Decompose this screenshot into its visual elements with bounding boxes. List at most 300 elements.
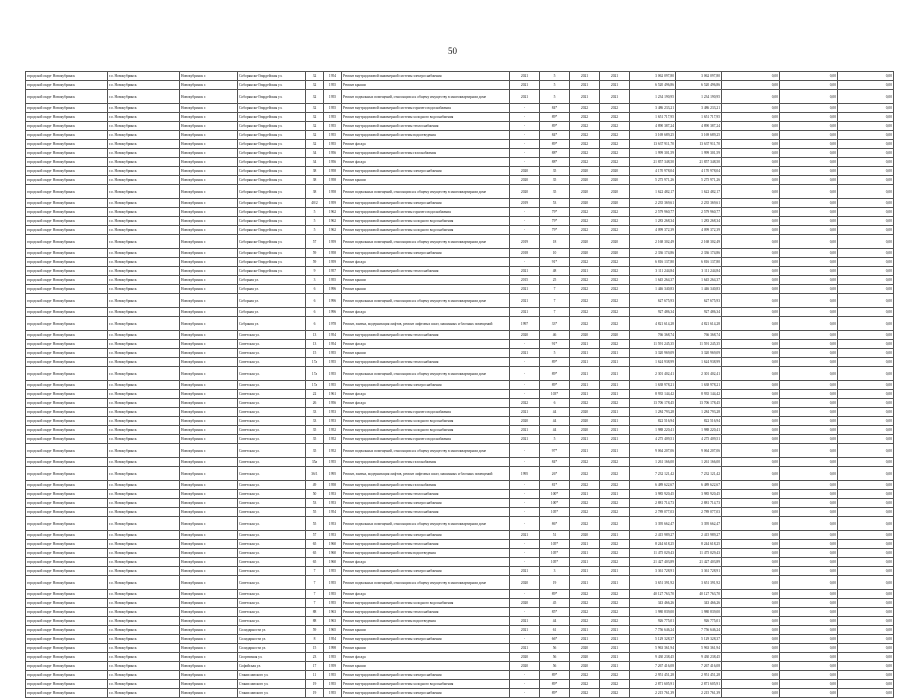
table-row	[26, 662, 894, 671]
table-cell: 2022	[600, 317, 630, 331]
table-cell: 2022	[600, 226, 630, 235]
table-row	[26, 235, 894, 249]
table-cell: 88	[306, 608, 324, 617]
table-cell: 926 775,01	[630, 617, 676, 626]
table-cell: 2022	[570, 458, 600, 467]
table-cell: -	[510, 390, 540, 399]
table-cell: 65	[306, 549, 324, 558]
table-cell: городской округ Новокубринск	[26, 458, 108, 467]
table-row	[26, 226, 894, 235]
table-cell: Новокубринск г.	[180, 317, 238, 331]
table-cell: Советская ул.	[238, 340, 306, 349]
table-cell: 2020	[570, 331, 600, 340]
table-cell: 0,00	[780, 276, 838, 285]
table-cell: Ремонт внутридомовой инженерной системы газоснабжения	[342, 458, 510, 467]
table-cell: 1953	[324, 408, 342, 417]
table-cell: Соборянско-Гвардейская ул.	[238, 208, 306, 217]
table-cell: 2022	[570, 226, 600, 235]
table-cell: 5 963 361,94	[630, 644, 676, 653]
table-cell: 2020	[510, 185, 540, 199]
table-row	[26, 217, 894, 226]
table-cell: городской округ Новокубринск	[26, 199, 108, 208]
table-cell: 9 430 238,45	[676, 653, 722, 662]
table-cell: 3	[306, 276, 324, 285]
table-cell: 59	[306, 249, 324, 258]
table-cell: 32	[306, 140, 324, 149]
table-cell: 79*	[540, 226, 570, 235]
table-cell: 0,00	[780, 104, 838, 113]
table-cell: 0,00	[838, 158, 894, 167]
table-cell: 0,00	[780, 626, 838, 635]
table-cell: 1957	[324, 267, 342, 276]
table-cell: 89*	[540, 358, 570, 367]
table-cell: г.о. Новокубринск	[108, 331, 180, 340]
table-cell: 0,00	[722, 381, 780, 390]
table-cell: Новокубринск г.	[180, 249, 238, 258]
table-cell: Ремонт внутридомовой инженерной системы теплоснабжения	[342, 540, 510, 549]
table-cell: 1953	[324, 499, 342, 508]
table-cell: Соборянско-Гвардейская ул.	[238, 90, 306, 104]
table-cell: 0,00	[838, 340, 894, 349]
table-cell: 2 235 369,61	[676, 199, 722, 208]
table-cell: г.о. Новокубринск	[108, 208, 180, 217]
table-cell: Ремонт внутридомовой инженерной системы электроснабжения	[342, 167, 510, 176]
table-row	[26, 294, 894, 308]
table-cell: -	[510, 258, 540, 267]
table-cell: г.о. Новокубринск	[108, 167, 180, 176]
table-row	[26, 689, 894, 698]
table-cell: 0,00	[838, 276, 894, 285]
table-cell: 0,00	[722, 140, 780, 149]
table-cell: 10	[540, 249, 570, 258]
table-cell: 4 821 614,28	[630, 317, 676, 331]
table-cell: Ремонт крыши	[342, 285, 510, 294]
table-cell: 2021	[570, 267, 600, 276]
table-cell: 2021	[570, 81, 600, 90]
table-cell: 2021	[600, 417, 630, 426]
table-cell: 11	[306, 671, 324, 680]
table-row	[26, 249, 894, 258]
table-cell: 88*	[540, 158, 570, 167]
table-cell: 1954	[324, 340, 342, 349]
table-cell: 2022	[600, 540, 630, 549]
table-cell: 2022	[600, 217, 630, 226]
table-cell: Соборянско-Гвардейская ул.	[238, 226, 306, 235]
table-cell: 0,00	[780, 426, 838, 435]
table-cell: Новокубринск г.	[180, 558, 238, 567]
table-cell: 89*	[540, 671, 570, 680]
table-cell: 81*	[540, 481, 570, 490]
table-cell: Советская ул.	[238, 390, 306, 399]
table-cell: 2021	[570, 490, 600, 499]
table-row	[26, 680, 894, 689]
table-cell: 0,00	[722, 340, 780, 349]
table-cell: Соборная ул.	[238, 285, 306, 294]
table-cell: 2021	[510, 72, 540, 81]
table-cell: Ремонт внутридомовой инженерной системы электроснабжения	[342, 199, 510, 208]
table-cell: городской округ Новокубринск	[26, 490, 108, 499]
table-cell: 7 267 416,08	[630, 662, 676, 671]
table-cell: Ремонт внутридомовой инженерной системы горячего водоснабжения	[342, 408, 510, 417]
table-cell: 32	[306, 131, 324, 140]
table-cell: 1 283 268,34	[676, 217, 722, 226]
table-cell: 1996	[324, 308, 342, 317]
table-cell: 2022	[600, 208, 630, 217]
table-cell: 2021	[570, 349, 600, 358]
table-cell: 0,00	[722, 508, 780, 517]
table-cell: 0,00	[838, 258, 894, 267]
table-cell: городской округ Новокубринск	[26, 317, 108, 331]
table-cell: 0,00	[780, 167, 838, 176]
table-cell: Ремонт внутридомовой инженерной системы холодного водоснабжения	[342, 426, 510, 435]
table-cell: 0,00	[780, 408, 838, 417]
table-cell: 0,00	[838, 576, 894, 590]
table-cell: Советская ул.	[238, 381, 306, 390]
table-cell: Ремонт внутридомовой инженерной системы горячего водоснабжения	[342, 104, 510, 113]
table-cell: 1955	[324, 599, 342, 608]
table-cell: 1955	[324, 140, 342, 149]
table-cell: -	[510, 381, 540, 390]
table-cell: 44	[540, 617, 570, 626]
table-cell: 0,00	[838, 308, 894, 317]
table-cell: 2022	[600, 276, 630, 285]
table-cell: 0,00	[780, 508, 838, 517]
table-cell: Солидарности ул.	[238, 644, 306, 653]
table-cell: г.о. Новокубринск	[108, 367, 180, 381]
table-cell: Ремонт внутридомовой инженерной системы электроснабжения	[342, 689, 510, 698]
table-cell: 0,00	[780, 176, 838, 185]
table-cell: г.о. Новокубринск	[108, 635, 180, 644]
table-cell: 86*	[540, 517, 570, 531]
table-cell: 2 336 174,86	[676, 249, 722, 258]
table-cell: 4 099 372,39	[676, 226, 722, 235]
table-cell: Советская ул.	[238, 331, 306, 340]
table-cell: г.о. Новокубринск	[108, 276, 180, 285]
table-cell: 5	[540, 90, 570, 104]
table-cell: 21 857 348,50	[630, 158, 676, 167]
table-cell: 1955	[324, 367, 342, 381]
table-cell: г.о. Новокубринск	[108, 458, 180, 467]
table-cell: 32	[306, 113, 324, 122]
table-cell: 56	[540, 653, 570, 662]
table-cell: 0,00	[780, 367, 838, 381]
table-cell: 2022	[600, 140, 630, 149]
table-cell: Соборянско-Гвардейская ул.	[238, 258, 306, 267]
table-cell: 2 215 761,39	[676, 689, 722, 698]
table-cell: 2022	[570, 671, 600, 680]
table-cell: 0,00	[722, 358, 780, 367]
table-cell: 2021	[600, 567, 630, 576]
table-cell: 35	[540, 176, 570, 185]
table-cell: 2022	[600, 689, 630, 698]
table-cell: 1960	[324, 540, 342, 549]
table-cell: 57	[306, 531, 324, 540]
table-cell: 1952	[324, 444, 342, 458]
table-cell: Ремонт фасада	[342, 653, 510, 662]
table-cell: г.о. Новокубринск	[108, 481, 180, 490]
table-cell: 21 427 403,89	[676, 558, 722, 567]
table-cell: Советская ул.	[238, 458, 306, 467]
table-row	[26, 90, 894, 104]
table-cell: городской округ Новокубринск	[26, 258, 108, 267]
table-cell: 1963	[324, 617, 342, 626]
table-cell: 40 127 763,70	[676, 590, 722, 599]
table-cell: 0,00	[780, 349, 838, 358]
table-cell: Новокубринск г.	[180, 167, 238, 176]
table-cell: 7	[540, 285, 570, 294]
table-cell: 1 651 717,95	[630, 113, 676, 122]
table-cell: 1 645 264,37	[676, 276, 722, 285]
table-cell: 34	[306, 149, 324, 158]
table-cell: городской округ Новокубринск	[26, 644, 108, 653]
table-cell: Ремонт подвальных помещений, относящихся к общему имуществу в многоквартирном доме	[342, 367, 510, 381]
table-cell: 3 651 391,92	[676, 576, 722, 590]
table-row	[26, 176, 894, 185]
table-cell: городской округ Новокубринск	[26, 176, 108, 185]
table-cell: 2021	[510, 617, 540, 626]
table-cell: г.о. Новокубринск	[108, 671, 180, 680]
table-cell: 2 881 714,73	[630, 499, 676, 508]
table-cell: 0,00	[838, 208, 894, 217]
table-cell: 2021	[510, 81, 540, 90]
table-cell: 0,00	[722, 599, 780, 608]
table-row	[26, 576, 894, 590]
table-cell: -	[510, 113, 540, 122]
table-cell: 13	[306, 331, 324, 340]
table-cell: 88*	[540, 149, 570, 158]
table-cell: городской округ Новокубринск	[26, 81, 108, 90]
table-cell: -	[510, 680, 540, 689]
table-cell: Советская ул.	[238, 490, 306, 499]
table-cell: 2022	[570, 617, 600, 626]
table-cell: 11 475 029,43	[676, 549, 722, 558]
table-cell: 0,00	[722, 249, 780, 258]
table-cell: 2 336 174,86	[630, 249, 676, 258]
table-cell: 0,00	[780, 540, 838, 549]
table-cell: 1960	[324, 558, 342, 567]
table-cell: городской округ Новокубринск	[26, 276, 108, 285]
table-cell: 1 234 190,95	[676, 90, 722, 104]
table-cell: городской округ Новокубринск	[26, 349, 108, 358]
table-cell: 0,00	[722, 490, 780, 499]
table-cell: 2 415 989,27	[630, 531, 676, 540]
table-cell: 0,00	[780, 131, 838, 140]
table-cell: г.о. Новокубринск	[108, 517, 180, 531]
table-cell: 1955	[324, 349, 342, 358]
table-cell: Новокубринск г.	[180, 490, 238, 499]
table-cell: 100*	[540, 490, 570, 499]
table-cell: 2 789 077,03	[676, 508, 722, 517]
table-cell: Новокубринск г.	[180, 226, 238, 235]
table-cell: 2021	[600, 490, 630, 499]
table-cell: Новокубринск г.	[180, 217, 238, 226]
table-cell: 1959	[324, 662, 342, 671]
table-cell: Ремонт внутридомовой инженерной системы водоотведения	[342, 617, 510, 626]
table-cell: 2021	[600, 390, 630, 399]
table-cell: 1955	[324, 113, 342, 122]
table-cell: 65	[306, 540, 324, 549]
table-cell: 2020	[570, 644, 600, 653]
table-cell: Новокубринск г.	[180, 294, 238, 308]
table-cell: 3 062 097,80	[630, 72, 676, 81]
table-row	[26, 113, 894, 122]
table-cell: 4 890 387,24	[676, 122, 722, 131]
table-cell: 6 489 622,67	[630, 481, 676, 490]
table-cell: 2021	[570, 558, 600, 567]
table-cell: Ремонт внутридомовой инженерной системы электроснабжения	[342, 249, 510, 258]
table-cell: 48	[540, 267, 570, 276]
table-row	[26, 517, 894, 531]
table-cell: 2021	[600, 426, 630, 435]
table-cell: Ремонт внутридомовой инженерной системы электроснабжения	[342, 499, 510, 508]
table-cell: 2022	[570, 481, 600, 490]
table-cell: Новокубринск г.	[180, 81, 238, 90]
table-cell: г.о. Новокубринск	[108, 217, 180, 226]
table-cell: 1959	[324, 235, 342, 249]
table-cell: 0,00	[722, 671, 780, 680]
table-cell: Советская ул.	[238, 576, 306, 590]
table-cell: 49	[306, 481, 324, 490]
table-cell: Новокубринск г.	[180, 481, 238, 490]
table-cell: 17а	[306, 367, 324, 381]
table-cell: городской округ Новокубринск	[26, 689, 108, 698]
table-cell: Советская ул.	[238, 481, 306, 490]
table-cell: 0,00	[780, 435, 838, 444]
table-cell: г.о. Новокубринск	[108, 390, 180, 399]
table-cell: 17а	[306, 381, 324, 390]
table-cell: г.о. Новокубринск	[108, 490, 180, 499]
table-row	[26, 481, 894, 490]
table-cell: 0,00	[780, 267, 838, 276]
table-cell: 15	[306, 644, 324, 653]
table-cell: городской округ Новокубринск	[26, 671, 108, 680]
table-cell: 1995	[324, 467, 342, 481]
table-cell: 2 168 302,49	[676, 235, 722, 249]
table-cell: 26*	[540, 467, 570, 481]
table-row	[26, 308, 894, 317]
table-cell: 2021	[570, 72, 600, 81]
table-cell: 1 645 264,37	[630, 276, 676, 285]
table-cell: Новокубринск г.	[180, 399, 238, 408]
table-cell: г.о. Новокубринск	[108, 122, 180, 131]
table-cell: 0,00	[722, 285, 780, 294]
table-cell: 1965	[324, 626, 342, 635]
table-cell: 1 624 938,99	[676, 358, 722, 367]
table-row	[26, 644, 894, 653]
table-cell: 2020	[600, 249, 630, 258]
table-cell: 2021	[600, 626, 630, 635]
table-cell: г.о. Новокубринск	[108, 358, 180, 367]
table-cell: городской округ Новокубринск	[26, 662, 108, 671]
table-cell: Ремонт внутридомовой инженерной системы водоотведения	[342, 131, 510, 140]
table-cell: 2 789 077,03	[630, 508, 676, 517]
table-cell: 0,00	[722, 199, 780, 208]
table-cell: 0,00	[838, 467, 894, 481]
table-cell: 2 301 402,41	[630, 367, 676, 381]
table-cell: 0,00	[780, 444, 838, 458]
table-cell: 0,00	[780, 467, 838, 481]
table-cell: 89*	[540, 367, 570, 381]
table-cell: 1956	[324, 399, 342, 408]
table-cell: 2 951 451,28	[630, 671, 676, 680]
table-cell: 7	[540, 308, 570, 317]
table-cell: 0,00	[722, 549, 780, 558]
table-cell: Ремонт, замена, модернизация лифтов, ремонт лифтовых шахт, машинных и блочных помещений	[342, 317, 510, 331]
table-cell: 1955	[324, 671, 342, 680]
table-cell: 2022	[570, 276, 600, 285]
table-cell: 0,00	[780, 635, 838, 644]
table-cell: Новокубринск г.	[180, 131, 238, 140]
table-cell: Советская ул.	[238, 567, 306, 576]
table-cell: 6 520 496,86	[676, 81, 722, 90]
table-cell: 100*	[540, 499, 570, 508]
table-cell: Ремонт фасада	[342, 140, 510, 149]
table-row	[26, 158, 894, 167]
table-cell: 1958	[324, 249, 342, 258]
table-row	[26, 499, 894, 508]
table-cell: 4 275 409,51	[676, 435, 722, 444]
table-cell: 5	[540, 72, 570, 81]
table-cell: Новокубринск г.	[180, 599, 238, 608]
table-cell: 0,00	[780, 481, 838, 490]
table-cell: Ремонт внутридомовой инженерной системы электроснабжения	[342, 567, 510, 576]
table-cell: 51	[540, 531, 570, 540]
table-cell: 0,00	[780, 285, 838, 294]
table-cell: городской округ Новокубринск	[26, 626, 108, 635]
table-cell: Советская ул.	[238, 467, 306, 481]
table-cell: 0,00	[780, 331, 838, 340]
table-cell: 0,00	[838, 417, 894, 426]
table-cell: 2020	[600, 176, 630, 185]
table-cell: 2022	[600, 467, 630, 481]
table-cell: 0,00	[838, 226, 894, 235]
table-cell: Советская ул.	[238, 417, 306, 426]
table-cell: 0,00	[838, 399, 894, 408]
table-cell: городской округ Новокубринск	[26, 467, 108, 481]
table-cell: 0,00	[780, 358, 838, 367]
table-cell: 2022	[600, 481, 630, 490]
table-cell: 0,00	[838, 131, 894, 140]
table-cell: Новокубринск г.	[180, 626, 238, 635]
table-row	[26, 617, 894, 626]
table-cell: 0,00	[780, 458, 838, 467]
table-cell: 1960	[324, 549, 342, 558]
table-cell: 3 062 097,80	[676, 72, 722, 81]
table-cell: 0,00	[838, 567, 894, 576]
table-cell: 1963	[324, 608, 342, 617]
table-cell: 2022	[600, 499, 630, 508]
table-cell: 2022	[570, 590, 600, 599]
table-cell: 2020	[510, 176, 540, 185]
table-cell: г.о. Новокубринск	[108, 426, 180, 435]
table-cell: 3 111 244,84	[630, 267, 676, 276]
table-cell: 0,00	[838, 235, 894, 249]
table-cell: 0,00	[780, 258, 838, 267]
table-cell: 2022	[600, 258, 630, 267]
table-cell: г.о. Новокубринск	[108, 408, 180, 417]
table-cell: г.о. Новокубринск	[108, 226, 180, 235]
table-cell: 0,00	[838, 199, 894, 208]
table-cell: 79*	[540, 217, 570, 226]
table-cell: 105*	[540, 508, 570, 517]
table-cell: 0,00	[722, 617, 780, 626]
table-cell: 19	[540, 576, 570, 590]
table-cell: Новокубринск г.	[180, 308, 238, 317]
table-cell: 1 622 482,17	[676, 185, 722, 199]
table-cell: 5 275 971,26	[630, 176, 676, 185]
table-cell: г.о. Новокубринск	[108, 531, 180, 540]
table-cell: 0,00	[722, 689, 780, 698]
